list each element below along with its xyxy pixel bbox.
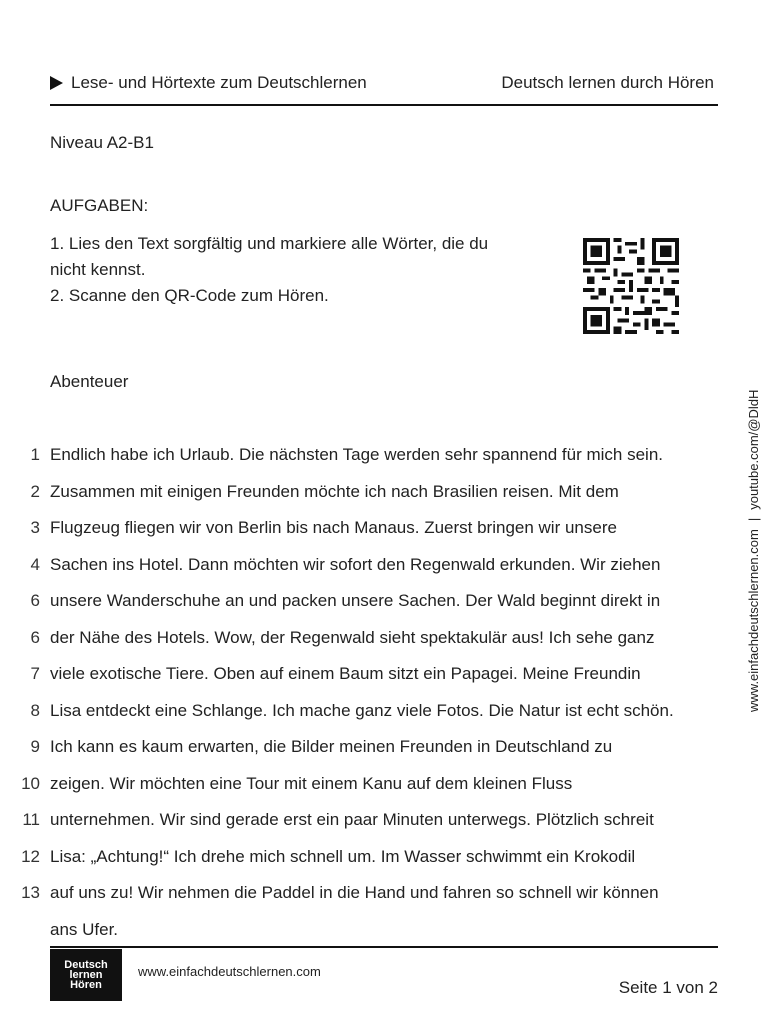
line-number: 6 — [30, 591, 40, 610]
header-right-title: Deutsch lernen durch Hören — [501, 73, 714, 92]
header-left — [50, 73, 367, 93]
qr-code — [580, 238, 682, 334]
line-number: 10 — [21, 774, 40, 793]
line-number: 2 — [30, 482, 40, 501]
tasks-title: AUFGABEN: — [50, 196, 149, 215]
brand-logo: Deutsch lernen Hören — [50, 949, 122, 1001]
story-line: unternehmen. Wir sind gerade erst ein paar Minuten unterwegs. Plötzlich schreit — [50, 810, 654, 829]
story-line: zeigen. Wir möchten eine Tour mit einem Kanu auf dem kleinen Fluss — [50, 774, 573, 793]
task-line-2: nicht kennst. — [50, 260, 146, 279]
play-triangle-icon — [50, 76, 63, 90]
line-number: 3 — [30, 518, 40, 537]
line-number: 11 — [22, 810, 40, 829]
story-line: ans Ufer. — [50, 920, 119, 939]
story-line: der Nähe des Hotels. Wow, der Regenwald sieht spektakulär aus! Ich sehe ganz — [50, 628, 655, 647]
story-line: Zusammen mit einigen Freunden möchte ich nach Brasilien reisen. Mit dem — [50, 482, 619, 501]
story-line: Endlich habe ich Urlaub. Die nächsten Tage werden sehr spannend für mich sein. — [50, 445, 663, 464]
task-line-1: 1. Lies den Text sorgfältig und markiere alle Wörter, die du — [50, 234, 489, 253]
page-number: Seite 1 von 2 — [618, 978, 718, 997]
line-number: 6 — [30, 628, 40, 647]
task-line-3: 2. Scanne den QR-Code zum Hören. — [50, 286, 329, 305]
line-number: 8 — [30, 701, 40, 720]
level-label: Niveau A2-B1 — [50, 133, 154, 152]
story-line: Sachen ins Hotel. Dann möchten wir sofort den Regenwald erkunden. Wir ziehen — [50, 555, 661, 574]
header-left-title: Lese- und Hörtexte zum Deutschlernen — [71, 73, 367, 92]
side-credit — [746, 372, 768, 712]
story-line: Flugzeug fliegen wir von Berlin bis nach Manaus. Zuerst bringen wir unsere — [50, 518, 617, 537]
footer-url[interactable]: www.einfachdeutschlernen.com — [138, 964, 321, 979]
header-divider — [50, 104, 718, 106]
line-number: 7 — [30, 664, 40, 683]
side-site: www.einfachdeutschlernen.com — [746, 529, 761, 712]
story-line: Lisa entdeckt eine Schlange. Ich mache ganz viele Fotos. Die Natur ist echt schön. — [50, 701, 674, 720]
story-title: Abenteuer — [50, 372, 129, 391]
line-number: 1 — [30, 445, 40, 464]
story-line: Ich kann es kaum erwarten, die Bilder meinen Freunden in Deutschland zu — [50, 737, 613, 756]
footer-divider — [50, 946, 718, 948]
line-number: 9 — [30, 737, 40, 756]
line-number: 13 — [21, 883, 40, 902]
story-line: Lisa: „Achtung!“ Ich drehe mich schnell um. Im Wasser schwimmt ein Krokodil — [50, 847, 636, 866]
side-youtube: youtube.com/@DldH — [746, 389, 761, 510]
side-separator: | — [746, 517, 761, 522]
story-line: auf uns zu! Wir nehmen die Paddel in die Hand und fahren so schnell wir können — [50, 883, 659, 902]
line-number: 4 — [30, 555, 40, 574]
story-line: viele exotische Tiere. Oben auf einem Baum sitzt ein Papagei. Meine Freundin — [50, 664, 641, 683]
line-number: 12 — [21, 847, 40, 866]
story-line: unsere Wanderschuhe an und packen unsere Sachen. Der Wald beginnt direkt in — [50, 591, 661, 610]
